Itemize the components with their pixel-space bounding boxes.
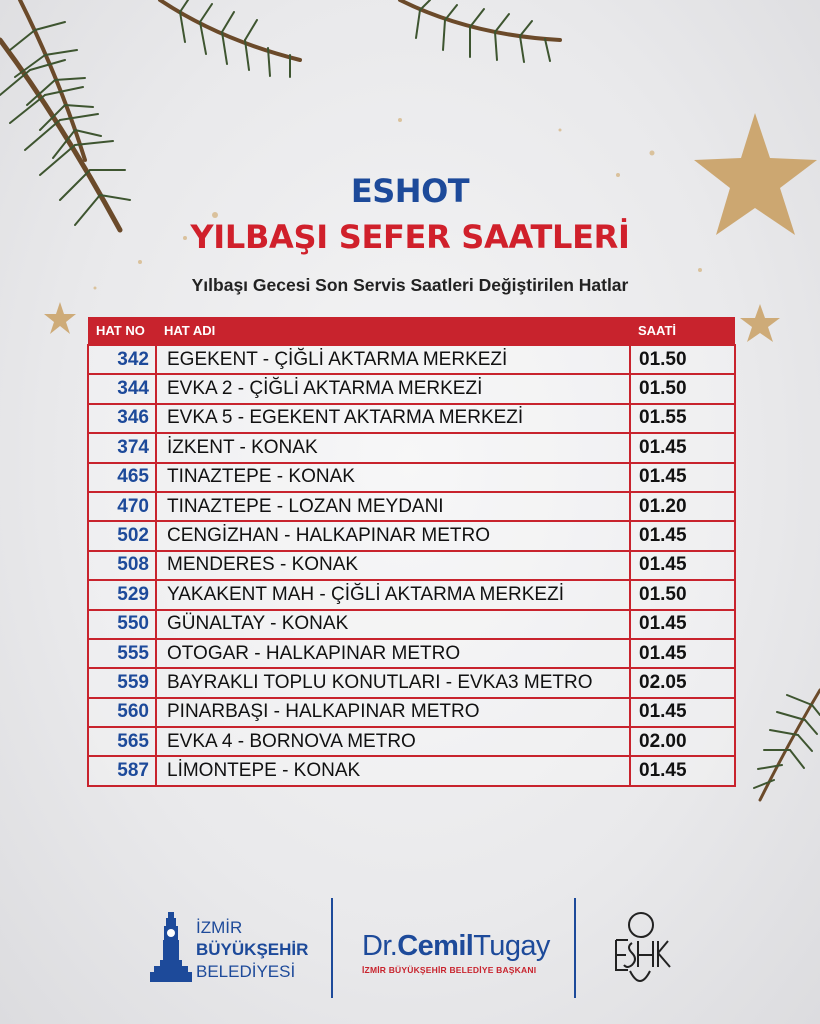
- column-header-time: SAATİ: [630, 317, 735, 345]
- table-row: [88, 580, 735, 609]
- line-number-cell: 342: [88, 345, 156, 374]
- line-name-cell: EVKA 2 - ÇİĞLİ AKTARMA MERKEZİ: [156, 374, 630, 403]
- line-number-cell: 559: [88, 668, 156, 697]
- line-name-cell: BAYRAKLI TOPLU KONUTLARI - EVKA3 METRO: [156, 668, 630, 697]
- table-row: [88, 727, 735, 756]
- line-name-cell: EVKA 4 - BORNOVA METRO: [156, 727, 630, 756]
- mayor-last-name: Tugay: [473, 930, 550, 962]
- time-cell: 01.50: [630, 345, 735, 374]
- table-row: [88, 404, 735, 433]
- izmir-clock-tower-logo: [150, 912, 192, 984]
- time-cell: 01.45: [630, 551, 735, 580]
- column-header-line-name: HAT ADI: [156, 317, 630, 345]
- time-cell: 01.45: [630, 521, 735, 550]
- footer-divider-right: [574, 898, 576, 998]
- page-title: YILBAŞI SEFER SAATLERİ: [190, 218, 630, 256]
- table-row: [88, 345, 735, 374]
- line-name-cell: MENDERES - KONAK: [156, 551, 630, 580]
- line-number-cell: 555: [88, 639, 156, 668]
- izmir-line2: BÜYÜKŞEHİR: [196, 940, 309, 959]
- izmir-line3: BELEDİYESİ: [196, 962, 296, 981]
- time-cell: 01.45: [630, 756, 735, 785]
- time-cell: 02.00: [630, 727, 735, 756]
- time-cell: 01.45: [630, 639, 735, 668]
- line-name-cell: EVKA 5 - EGEKENT AKTARMA MERKEZİ: [156, 404, 630, 433]
- line-number-cell: 508: [88, 551, 156, 580]
- table-row: [88, 374, 735, 403]
- gold-star-small-left: [44, 302, 76, 334]
- line-number-cell: 550: [88, 610, 156, 639]
- line-number-cell: 374: [88, 433, 156, 462]
- line-number-cell: 560: [88, 698, 156, 727]
- time-cell: 01.45: [630, 610, 735, 639]
- line-number-cell: 346: [88, 404, 156, 433]
- table-row: [88, 610, 735, 639]
- table-row: [88, 551, 735, 580]
- eshot-monogram-logo: [608, 905, 674, 995]
- schedule-table: [87, 317, 736, 787]
- izmir-municipality-logo-text: [196, 917, 308, 983]
- line-name-cell: OTOGAR - HALKAPINAR METRO: [156, 639, 630, 668]
- mayor-signature-logo: [362, 930, 550, 975]
- table-row: [88, 756, 735, 785]
- org-title: ESHOT: [350, 172, 470, 210]
- line-number-cell: 529: [88, 580, 156, 609]
- time-cell: 01.45: [630, 698, 735, 727]
- line-name-cell: YAKAKENT MAH - ÇİĞLİ AKTARMA MERKEZİ: [156, 580, 630, 609]
- gold-star-small-right: [740, 304, 780, 342]
- line-number-cell: 565: [88, 727, 156, 756]
- line-name-cell: PINARBAŞI - HALKAPINAR METRO: [156, 698, 630, 727]
- time-cell: 01.45: [630, 433, 735, 462]
- line-name-cell: İZKENT - KONAK: [156, 433, 630, 462]
- mayor-first-name: Cemil: [397, 930, 474, 962]
- table-header-row: [88, 317, 735, 345]
- table-row: [88, 433, 735, 462]
- table-row: [88, 668, 735, 697]
- page-subtitle: Yılbaşı Gecesi Son Servis Saatleri Değiştirilen Hatlar: [191, 275, 629, 295]
- table-row: [88, 521, 735, 550]
- line-name-cell: TINAZTEPE - LOZAN MEYDANI: [156, 492, 630, 521]
- time-cell: 02.05: [630, 668, 735, 697]
- time-cell: 01.50: [630, 374, 735, 403]
- table-row: [88, 492, 735, 521]
- izmir-line1: İZMİR: [196, 918, 243, 937]
- mayor-role: İZMİR BÜYÜKŞEHİR BELEDİYE BAŞKANI: [362, 965, 537, 975]
- line-name-cell: EGEKENT - ÇİĞLİ AKTARMA MERKEZİ: [156, 345, 630, 374]
- line-name-cell: LİMONTEPE - KONAK: [156, 756, 630, 785]
- table-row: [88, 463, 735, 492]
- column-header-line-number: HAT NO: [88, 317, 156, 345]
- line-number-cell: 465: [88, 463, 156, 492]
- time-cell: 01.55: [630, 404, 735, 433]
- table-row: [88, 639, 735, 668]
- line-number-cell: 470: [88, 492, 156, 521]
- line-name-cell: CENGİZHAN - HALKAPINAR METRO: [156, 521, 630, 550]
- time-cell: 01.50: [630, 580, 735, 609]
- line-number-cell: 344: [88, 374, 156, 403]
- line-name-cell: TINAZTEPE - KONAK: [156, 463, 630, 492]
- mayor-prefix: Dr.: [362, 930, 398, 962]
- time-cell: 01.45: [630, 463, 735, 492]
- line-number-cell: 587: [88, 756, 156, 785]
- line-name-cell: GÜNALTAY - KONAK: [156, 610, 630, 639]
- table-row: [88, 698, 735, 727]
- time-cell: 01.20: [630, 492, 735, 521]
- footer-divider-left: [331, 898, 333, 998]
- line-number-cell: 502: [88, 521, 156, 550]
